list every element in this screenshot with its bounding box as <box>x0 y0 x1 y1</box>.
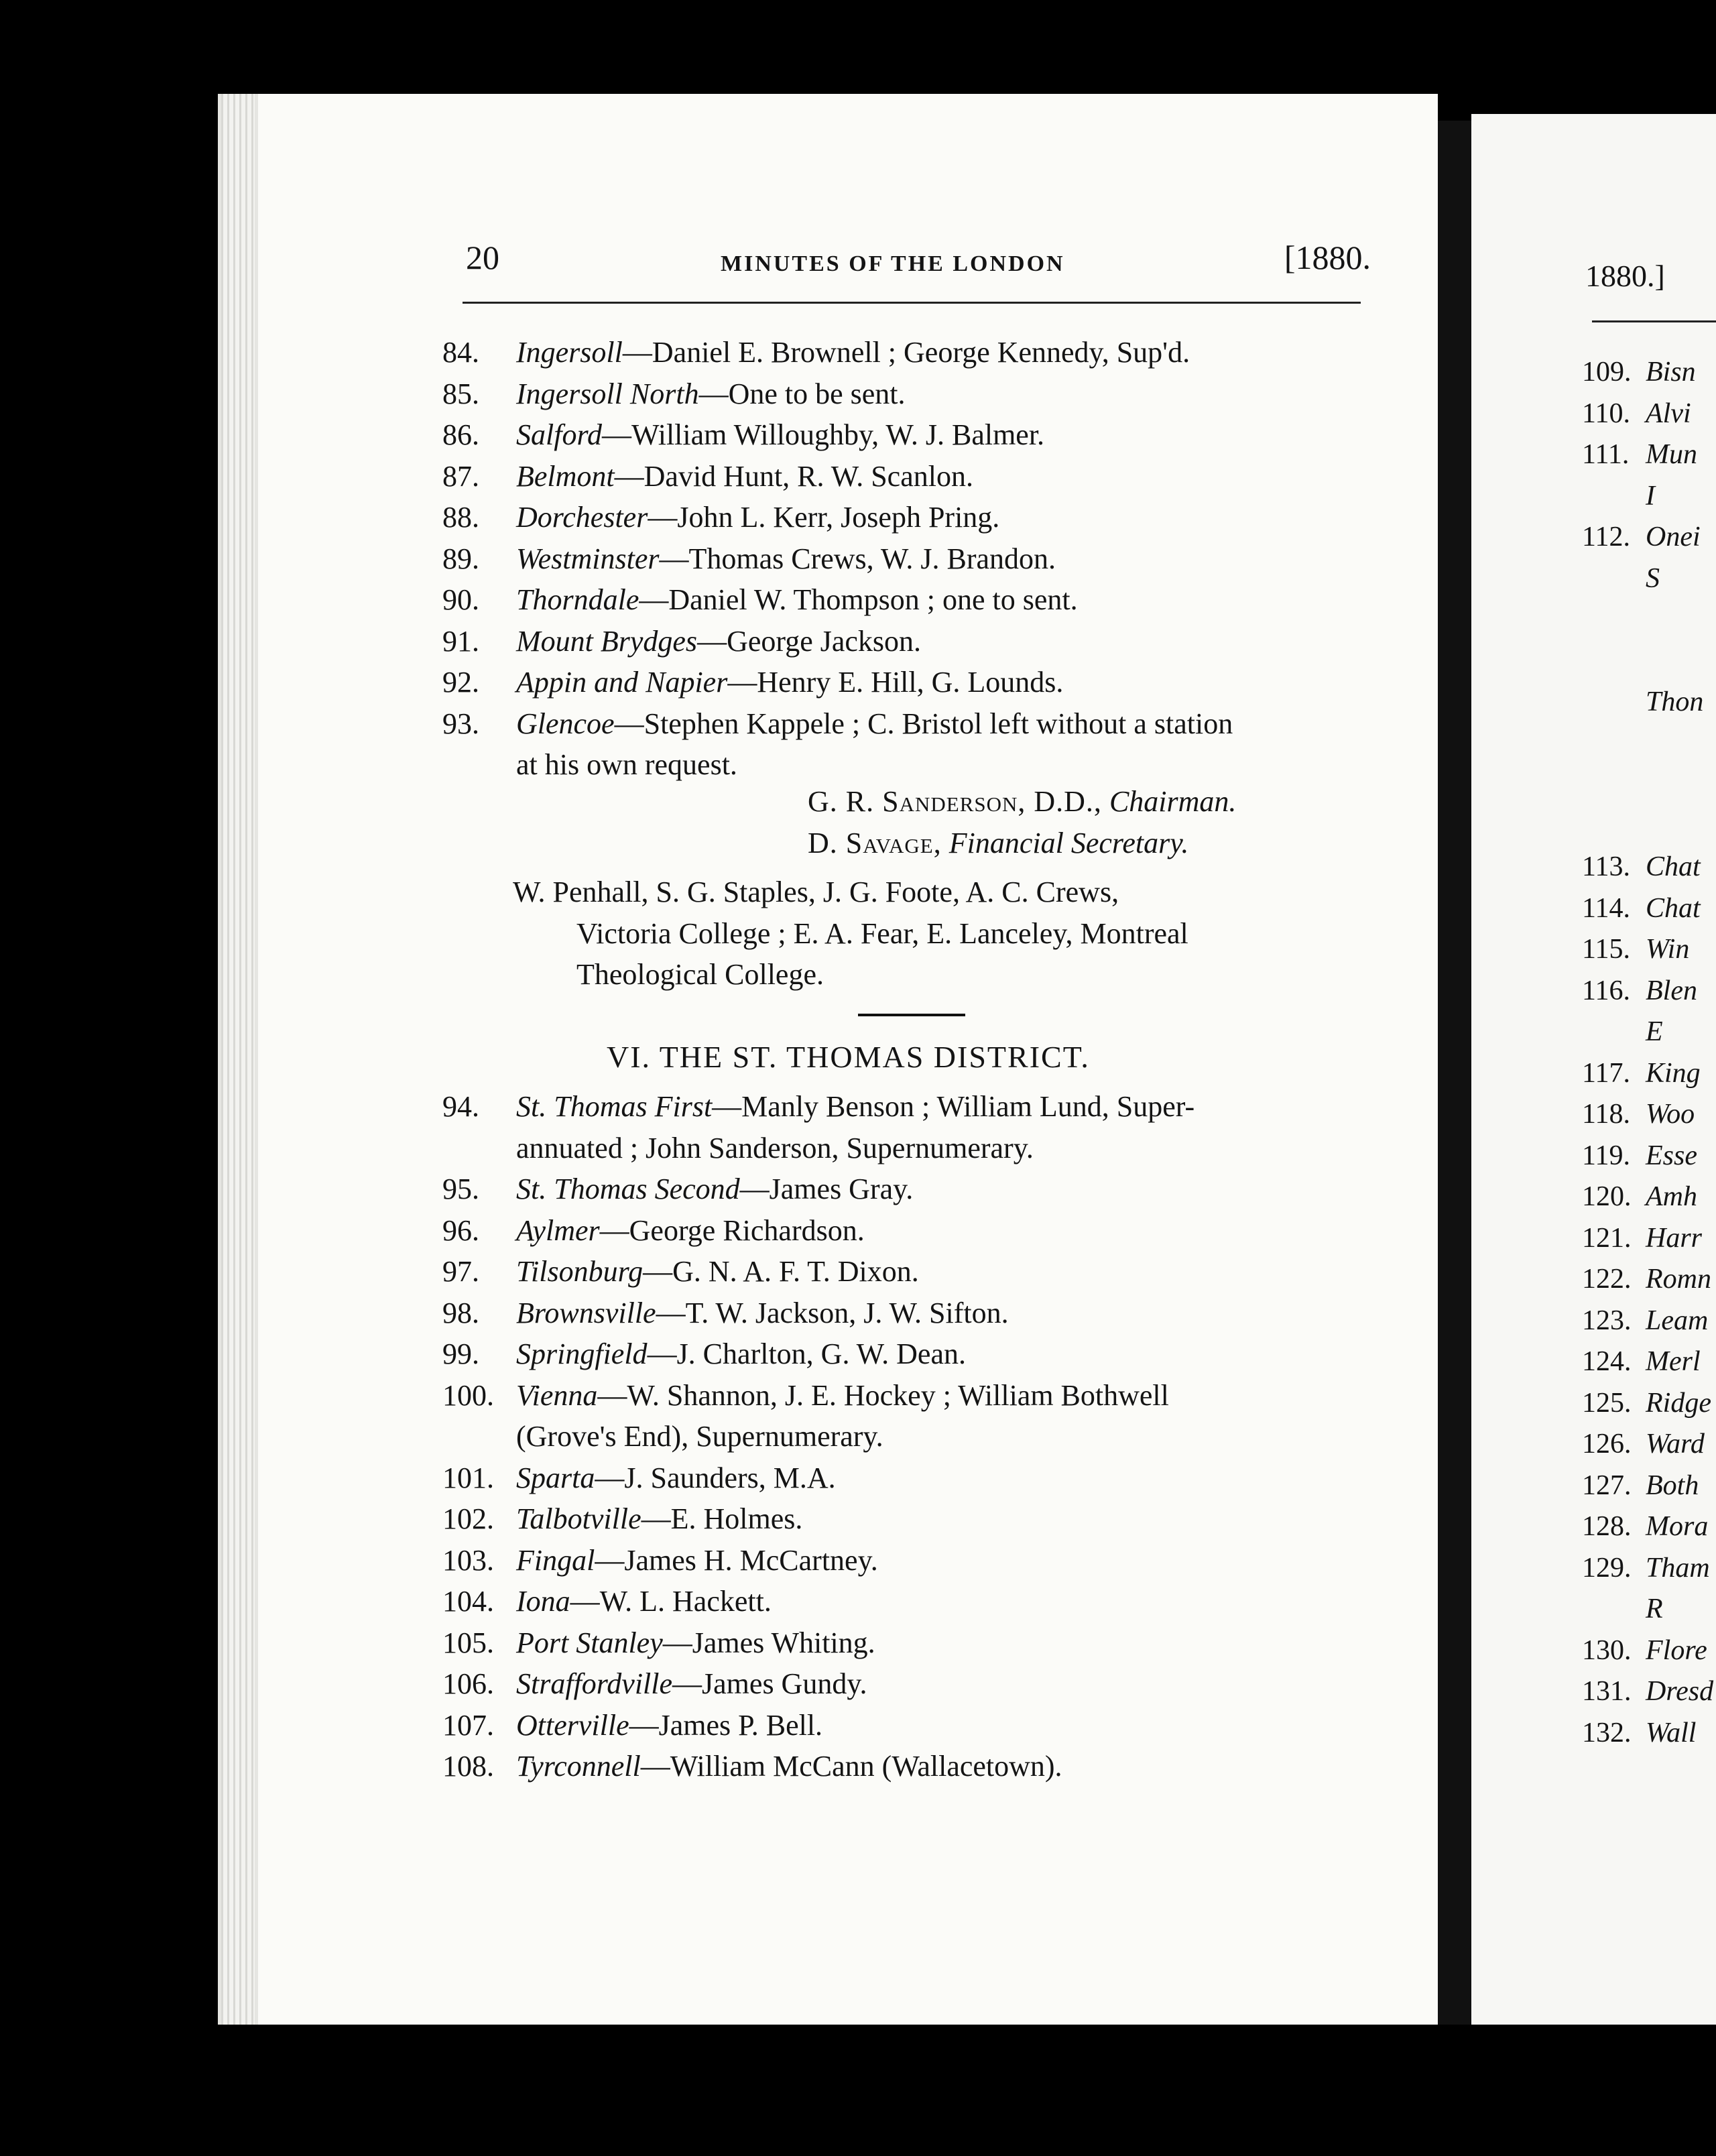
circuit-name: King <box>1646 1057 1701 1089</box>
appointment-text: —James Gray. <box>739 1173 914 1205</box>
chairman-title: Chairman. <box>1109 785 1237 818</box>
entry-number: 103. <box>442 1543 494 1577</box>
entry-number: 109. <box>1582 357 1632 387</box>
st-thomas-district-list <box>442 1086 1381 1787</box>
entry-number: 99. <box>442 1337 479 1370</box>
entry-number: 86. <box>442 418 479 451</box>
list-item <box>442 579 1381 621</box>
right-list-item <box>1582 476 1716 518</box>
entry-number: 93. <box>442 707 479 740</box>
right-page-list <box>1582 352 1716 1754</box>
appointment-text: —Manly Benson ; William Lund, Super- <box>712 1090 1195 1123</box>
circuit-name: Westminster <box>516 542 660 575</box>
appointment-text: —W. Shannon, J. E. Hockey ; William Bothwell <box>597 1378 1169 1412</box>
circuit-name: Amh <box>1646 1181 1697 1212</box>
list-item <box>442 497 1381 538</box>
circuit-name: Woo <box>1646 1099 1695 1130</box>
appointment-text: —One to be sent. <box>698 377 906 410</box>
appointment-text: —William Willoughby, W. J. Balmer. <box>601 418 1045 451</box>
entry-number: 122. <box>1582 1264 1632 1295</box>
appointment-text: —James Gundy. <box>672 1667 867 1700</box>
circuit-name: Iona <box>516 1585 570 1618</box>
appointment-text: —George Jackson. <box>697 624 922 658</box>
right-list-item <box>1582 558 1716 600</box>
list-item <box>442 1375 1381 1457</box>
entry-number: 84. <box>442 336 479 369</box>
book-gutter <box>1438 121 1471 2025</box>
entry-number: 124. <box>1582 1346 1632 1377</box>
right-list-item <box>1582 1218 1716 1260</box>
entry-number: 96. <box>442 1213 479 1247</box>
circuit-name: Bisn <box>1646 357 1696 387</box>
appointment-text: —James P. Bell. <box>629 1708 823 1742</box>
entry-number: 120. <box>1582 1181 1632 1212</box>
list-item <box>442 1293 1381 1334</box>
entry-number: 112. <box>1582 522 1630 552</box>
circuit-name: Merl <box>1646 1346 1701 1377</box>
appointment-text: —James Whiting. <box>662 1626 875 1659</box>
entry-number: 92. <box>442 666 479 699</box>
circuit-name: Glencoe <box>516 707 615 740</box>
list-item <box>442 1210 1381 1252</box>
right-list-item <box>1582 1713 1716 1754</box>
list-item <box>442 621 1381 662</box>
list-item <box>442 1086 1381 1169</box>
secretary-signature <box>808 823 1411 864</box>
right-list-item <box>1582 1383 1716 1425</box>
appointment-text: —E. Holmes. <box>641 1502 803 1535</box>
appointment-text: —J. Saunders, M.A. <box>595 1461 836 1494</box>
right-list-item <box>1582 847 1716 888</box>
list-item <box>442 1705 1381 1746</box>
circuit-name: Tyrconnell <box>516 1750 641 1783</box>
list-item <box>442 1251 1381 1293</box>
right-list-item <box>1582 1589 1716 1630</box>
entry-number: 91. <box>442 624 479 658</box>
circuit-name: Thon <box>1646 686 1704 717</box>
right-list-item <box>1582 1548 1716 1590</box>
list-item <box>442 662 1381 703</box>
london-district-list <box>442 332 1381 786</box>
entry-number: 94. <box>442 1090 479 1123</box>
circuit-name: Win <box>1646 934 1690 965</box>
circuit-name: Ingersoll <box>516 336 623 369</box>
list-item <box>442 373 1381 415</box>
appointment-text: —Henry E. Hill, G. Lounds. <box>727 666 1064 699</box>
circuit-name: Mora <box>1646 1511 1709 1542</box>
students-line-3: Theological College. <box>576 958 824 991</box>
entry-number: 117. <box>1582 1057 1630 1089</box>
circuit-name: Tilsonburg <box>516 1255 644 1288</box>
signature-block <box>808 781 1411 863</box>
right-list-item <box>1582 352 1716 394</box>
entry-number: 113. <box>1582 851 1630 882</box>
header-rule <box>463 302 1361 304</box>
entry-number: 126. <box>1582 1429 1632 1459</box>
right-list-item <box>1582 682 1716 723</box>
right-list-item <box>1582 1259 1716 1301</box>
right-list-item <box>1582 1424 1716 1465</box>
circuit-name: Fingal <box>516 1543 595 1577</box>
circuit-name: Onei <box>1646 522 1701 552</box>
right-list-item <box>1582 971 1716 1012</box>
list-item <box>442 1746 1381 1787</box>
entry-number: 90. <box>442 583 479 616</box>
circuit-name: E <box>1646 1016 1663 1047</box>
students-line-2: Victoria College ; E. A. Fear, E. Lanceley, Montreal <box>576 916 1188 950</box>
appointment-text: —Daniel E. Brownell ; George Kennedy, Sup'd. <box>622 336 1190 369</box>
right-header-rule <box>1592 320 1716 322</box>
entry-number: 88. <box>442 501 479 534</box>
entry-number: 130. <box>1582 1634 1632 1666</box>
appointment-text: —Stephen Kappele ; C. Bristol left without a station <box>614 707 1233 740</box>
chairman-name: G. R. Sanderson, D.D., <box>808 785 1102 818</box>
right-list-item <box>1582 1506 1716 1548</box>
circuit-name: St. Thomas First <box>516 1090 713 1123</box>
list-item <box>442 332 1381 373</box>
list-item <box>442 1333 1381 1375</box>
right-list-item <box>1582 1465 1716 1507</box>
right-list-item <box>1582 599 1716 641</box>
entry-number: 125. <box>1582 1387 1632 1419</box>
circuit-name: Mount Brydges <box>516 624 698 658</box>
circuit-name: Chat <box>1646 892 1701 924</box>
circuit-name: Romn <box>1646 1264 1711 1295</box>
circuit-name: Aylmer <box>516 1213 600 1247</box>
page-header <box>466 238 1371 292</box>
entry-number: 100. <box>442 1378 494 1412</box>
entry-number: 114. <box>1582 892 1630 924</box>
entry-number: 121. <box>1582 1222 1632 1254</box>
continuation-text: annuated ; John Sanderson, Supernumerary. <box>516 1131 1034 1164</box>
appointment-text: —W. L. Hackett. <box>570 1585 772 1618</box>
entry-number: 127. <box>1582 1470 1632 1501</box>
right-page-year: 1880.] <box>1585 259 1665 293</box>
list-item <box>442 456 1381 497</box>
circuit-name: S <box>1646 562 1660 594</box>
circuit-name: Dorchester <box>516 501 648 534</box>
circuit-name: Mun <box>1646 439 1697 470</box>
appointment-text: —David Hunt, R. W. Scanlon. <box>614 459 973 493</box>
circuit-name: Ward <box>1646 1429 1705 1459</box>
right-list-item <box>1582 1301 1716 1342</box>
right-list-item <box>1582 1177 1716 1218</box>
entry-number: 97. <box>442 1255 479 1288</box>
entry-number: 89. <box>442 542 479 575</box>
section-divider <box>858 1014 965 1016</box>
right-list-item <box>1582 641 1716 682</box>
circuit-name: St. Thomas Second <box>516 1173 740 1205</box>
right-list-item <box>1582 517 1716 558</box>
circuit-name: Flore <box>1646 1634 1707 1666</box>
entry-number: 110. <box>1582 398 1630 429</box>
right-list-item <box>1582 1012 1716 1053</box>
right-list-item <box>1582 764 1716 806</box>
header-year: [1880. <box>1284 239 1371 276</box>
circuit-name: Springfield <box>516 1337 648 1370</box>
right-list-item <box>1582 394 1716 435</box>
circuit-name: Harr <box>1646 1222 1703 1254</box>
entry-number: 85. <box>442 377 479 410</box>
list-item <box>442 1581 1381 1622</box>
circuit-name: Salford <box>516 418 602 451</box>
circuit-name: Alvi <box>1646 398 1691 429</box>
circuit-name: Vienna <box>516 1378 598 1412</box>
entry-number: 106. <box>442 1667 494 1700</box>
list-item <box>442 538 1381 580</box>
list-item <box>442 414 1381 456</box>
right-list-item <box>1582 434 1716 476</box>
list-item <box>442 1540 1381 1581</box>
circuit-name: Belmont <box>516 459 615 493</box>
entry-number: 132. <box>1582 1717 1632 1748</box>
district-heading: VI. THE ST. THOMAS DISTRICT. <box>607 1040 1090 1074</box>
circuit-name: Chat <box>1646 851 1701 882</box>
list-item <box>442 1663 1381 1705</box>
circuit-name: Tham <box>1646 1552 1710 1583</box>
appointment-text: —George Richardson. <box>599 1213 865 1247</box>
entry-number: 105. <box>442 1626 494 1659</box>
right-list-item <box>1582 888 1716 930</box>
entry-number: 107. <box>442 1708 494 1742</box>
appointment-text: —Daniel W. Thompson ; one to sent. <box>639 583 1078 616</box>
entry-number: 116. <box>1582 975 1630 1006</box>
circuit-name: Dresd <box>1646 1676 1714 1707</box>
entry-number: 95. <box>442 1173 479 1205</box>
right-list-item <box>1582 1341 1716 1383</box>
circuit-name: Leam <box>1646 1305 1709 1336</box>
running-title: MINUTES OF THE LONDON <box>721 251 1065 276</box>
circuit-name: Appin and Napier <box>516 666 728 699</box>
page-edges <box>221 94 255 2025</box>
circuit-name: Both <box>1646 1470 1699 1501</box>
list-item <box>442 1169 1381 1210</box>
circuit-name: Port Stanley <box>516 1626 663 1659</box>
appointment-text: —William McCann (Wallacetown). <box>640 1750 1062 1783</box>
circuit-name: Ridge <box>1646 1387 1711 1419</box>
page-number: 20 <box>466 239 499 276</box>
continuation-text: at his own request. <box>516 748 737 781</box>
right-list-item <box>1582 806 1716 847</box>
circuit-name: Blen <box>1646 975 1697 1006</box>
circuit-name: R <box>1646 1594 1663 1624</box>
circuit-name: Ingersoll North <box>516 377 699 410</box>
entry-number: 98. <box>442 1296 479 1329</box>
circuit-name: Sparta <box>516 1461 595 1494</box>
appointment-text: —T. W. Jackson, J. W. Sifton. <box>656 1296 1009 1329</box>
entry-number: 108. <box>442 1750 494 1783</box>
circuit-name: I <box>1646 480 1655 512</box>
right-list-item <box>1582 929 1716 971</box>
entry-number: 128. <box>1582 1511 1632 1542</box>
students-note <box>513 872 1367 996</box>
entry-number: 111. <box>1582 439 1630 470</box>
circuit-name: Talbotville <box>516 1502 641 1535</box>
right-list-item <box>1582 1053 1716 1095</box>
list-item <box>442 1622 1381 1664</box>
continuation-text: (Grove's End), Supernumerary. <box>516 1420 883 1453</box>
secretary-title: Financial Secretary. <box>948 826 1189 859</box>
entry-number: 87. <box>442 459 479 493</box>
circuit-name: Thorndale <box>516 583 639 616</box>
entry-number: 129. <box>1582 1552 1632 1583</box>
chairman-signature <box>808 781 1411 823</box>
circuit-name: Esse <box>1646 1140 1697 1171</box>
appointment-text: —John L. Kerr, Joseph Pring. <box>648 501 1000 534</box>
right-list-item <box>1582 723 1716 765</box>
entry-number: 115. <box>1582 934 1630 965</box>
students-line-1: W. Penhall, S. G. Staples, J. G. Foote, A. C. Crews, <box>513 876 1119 908</box>
right-list-item <box>1582 1094 1716 1136</box>
entry-number: 131. <box>1582 1676 1632 1707</box>
entry-number: 119. <box>1582 1140 1630 1171</box>
list-item <box>442 1498 1381 1540</box>
appointment-text: —James H. McCartney. <box>595 1543 878 1577</box>
list-item <box>442 703 1381 786</box>
secretary-name: D. Savage, <box>808 826 942 859</box>
entry-number: 118. <box>1582 1099 1630 1130</box>
entry-number: 101. <box>442 1461 494 1494</box>
right-list-item <box>1582 1136 1716 1177</box>
entry-number: 104. <box>442 1585 494 1618</box>
appointment-text: —G. N. A. F. T. Dixon. <box>643 1255 919 1288</box>
right-list-item <box>1582 1630 1716 1672</box>
appointment-text: —J. Charlton, G. W. Dean. <box>647 1337 966 1370</box>
circuit-name: Straffordville <box>516 1667 673 1700</box>
list-item <box>442 1457 1381 1499</box>
appointment-text: —Thomas Crews, W. J. Brandon. <box>659 542 1056 575</box>
circuit-name: Otterville <box>516 1708 629 1742</box>
entry-number: 123. <box>1582 1305 1632 1336</box>
right-list-item <box>1582 1671 1716 1713</box>
entry-number: 102. <box>442 1502 494 1535</box>
circuit-name: Brownsville <box>516 1296 656 1329</box>
circuit-name: Wall <box>1646 1717 1697 1748</box>
